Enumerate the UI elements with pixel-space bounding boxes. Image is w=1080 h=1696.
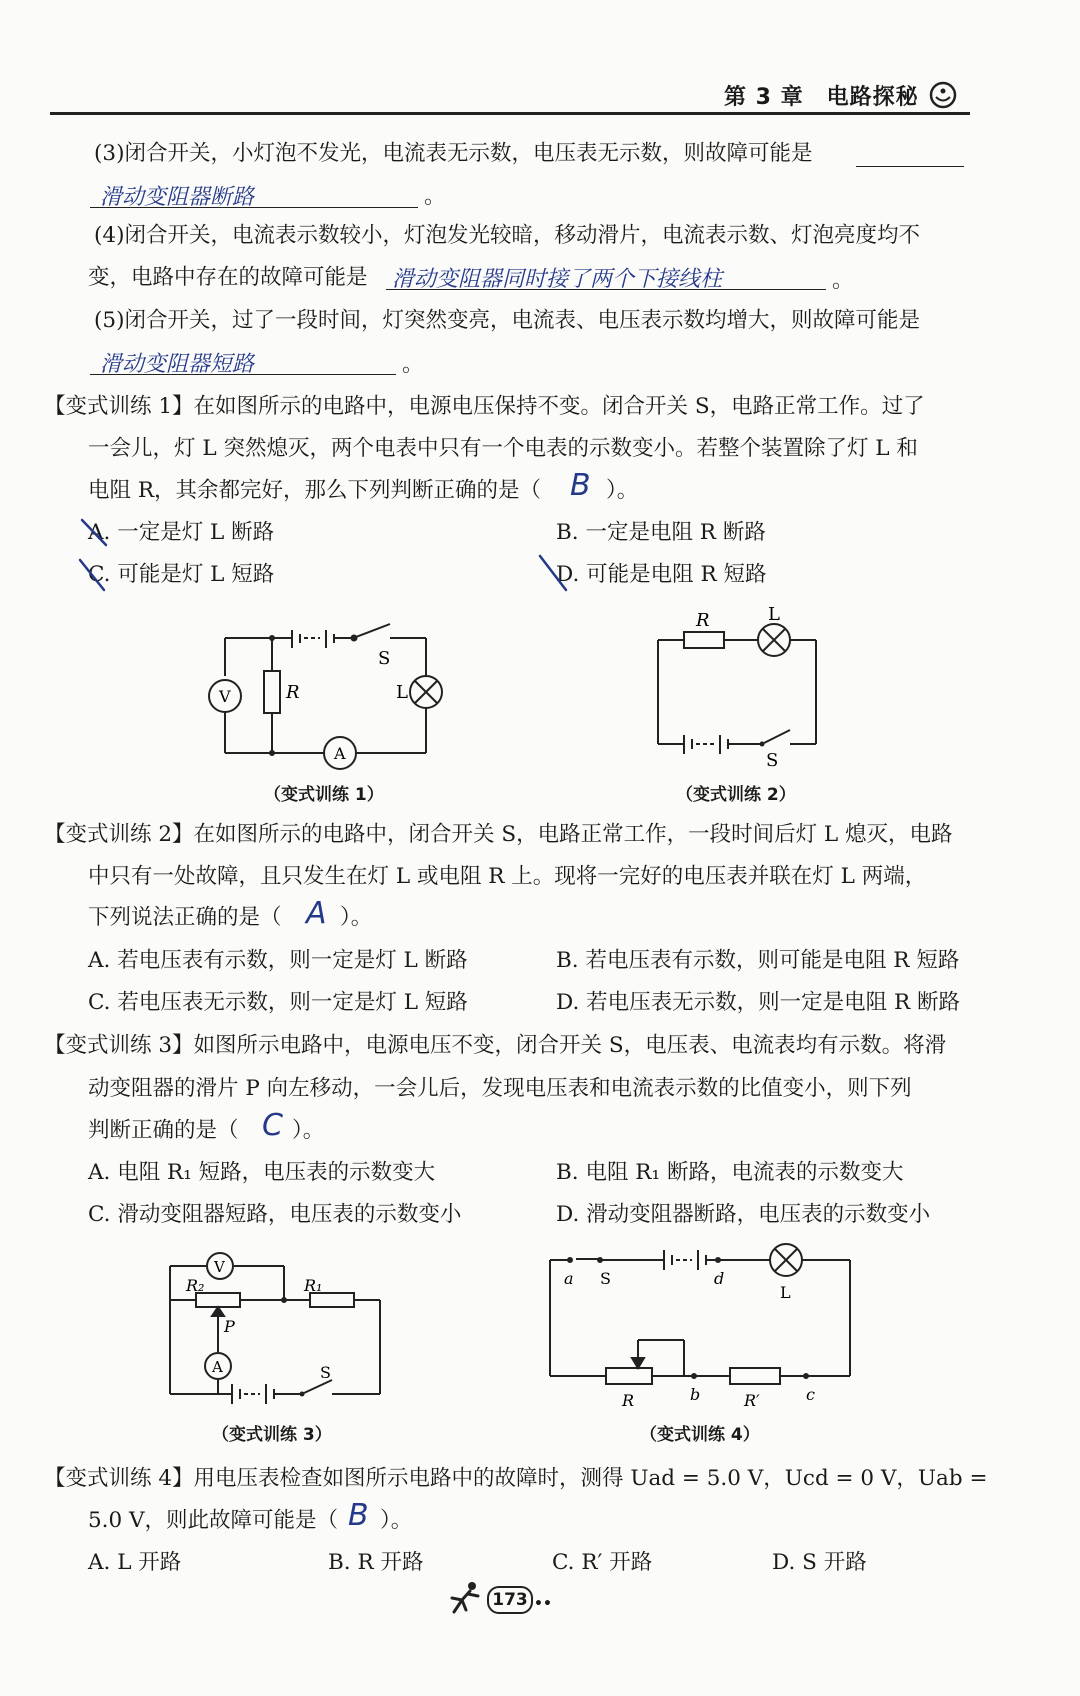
fig4-label-rp: R′ xyxy=(744,1391,760,1410)
ex3-option-c: C. 滑动变阻器短路，电压表的示数变小 xyxy=(88,1202,462,1227)
ex4-option-a: A. L 开路 xyxy=(88,1550,182,1575)
fig3-label-p: P xyxy=(224,1317,235,1336)
fig4-label-d: d xyxy=(714,1269,725,1288)
ex1-line2: 一会儿，灯 L 突然熄灭，两个电表中只有一个电表的示数变小。若整个装置除了灯 L 和 xyxy=(88,436,918,461)
fig1-caption: （变式训练 1） xyxy=(264,785,384,805)
q3-end: 。 xyxy=(424,184,446,209)
fig4-label-r: R xyxy=(622,1391,635,1410)
ex2-option-a: A. 若电压表有示数，则一定是灯 L 断路 xyxy=(88,948,468,973)
fig3-label-r1: R₁ xyxy=(304,1276,323,1295)
ex2-line3-pre: 下列说法正确的是（ xyxy=(88,905,282,930)
fig4-label-l: L xyxy=(780,1283,791,1302)
fig2-label-l: L xyxy=(768,604,780,625)
ex2-line1: 【变式训练 2】在如图所示的电路中，闭合开关 S，电路正常工作，一段时间后灯 L 熄灭，电路 xyxy=(44,822,953,847)
ex4-option-c: C. R′ 开路 xyxy=(552,1550,653,1575)
ex1-option-d: D. 可能是电阻 R 短路 xyxy=(556,562,767,587)
fig4-label-b: b xyxy=(690,1385,701,1404)
page-number-dots: •• xyxy=(534,1596,552,1612)
fig1-label-r: R xyxy=(286,682,300,703)
ex2-option-b: B. 若电压表有示数，则可能是电阻 R 短路 xyxy=(556,948,960,973)
ex2-answer: A xyxy=(306,896,327,931)
ex4-answer: B xyxy=(348,1498,369,1533)
chapter-title: 第 3 章 电路探秘 xyxy=(724,85,919,110)
ex3-line3-post: ）。 xyxy=(292,1118,325,1143)
fig3-label-a: A xyxy=(212,1358,223,1376)
q3-answer: 滑动变阻器断路 xyxy=(100,185,255,210)
page-number-badge xyxy=(487,1586,533,1614)
fig2-label-s: S xyxy=(766,750,779,771)
strike-marks xyxy=(0,0,1080,620)
ex1-option-a: A. 一定是灯 L 断路 xyxy=(88,520,275,545)
fig1-label-l: L xyxy=(396,682,408,703)
q4-answer: 滑动变阻器同时接了两个下接线柱 xyxy=(392,267,723,292)
ex3-option-d: D. 滑动变阻器断路，电压表的示数变小 xyxy=(556,1202,931,1227)
ex4-line2-pre: 5.0 V，则此故障可能是（ xyxy=(88,1508,339,1533)
runner-icon xyxy=(444,1580,484,1620)
q5-end: 。 xyxy=(402,352,424,377)
fig4-label-a: a xyxy=(564,1269,574,1288)
q5-answer: 滑动变阻器短路 xyxy=(100,352,255,377)
ex4-line1: 【变式训练 4】用电压表检查如图所示电路中的故障时，测得 Uad = 5.0 V，Ucd = 0 V，Uab = xyxy=(44,1466,988,1491)
ex1-line3-pre: 电阻 R，其余都完好，那么下列判断正确的是（ xyxy=(88,478,542,503)
strike-a xyxy=(82,520,106,545)
ex1-option-b: B. 一定是电阻 R 断路 xyxy=(556,520,766,545)
ex1-line1: 【变式训练 1】在如图所示的电路中，电源电压保持不变。闭合开关 S，电路正常工作。过了 xyxy=(44,394,925,419)
fig3-label-s: S xyxy=(320,1363,331,1382)
q5-text: (5)闭合开关，过了一段时间，灯突然变亮，电流表、电压表示数均增大，则故障可能是 xyxy=(94,308,920,333)
ex2-option-c: C. 若电压表无示数，则一定是灯 L 短路 xyxy=(88,990,468,1015)
ex3-line1: 【变式训练 3】如图所示电路中，电源电压不变，闭合开关 S，电压表、电流表均有示数。将滑 xyxy=(44,1033,947,1058)
fig4-label-s: S xyxy=(600,1269,611,1288)
ex4-option-b: B. R 开路 xyxy=(328,1550,424,1575)
ex3-option-b: B. 电阻 R₁ 断路，电流表的示数变大 xyxy=(556,1160,904,1185)
strike-d xyxy=(540,556,566,590)
ex2-option-d: D. 若电压表无示数，则一定是电阻 R 断路 xyxy=(556,990,960,1015)
ex1-answer: B xyxy=(570,468,591,503)
fig1-label-v: V xyxy=(219,687,231,706)
figure-ex1-circuit xyxy=(200,618,460,798)
ex3-option-a: A. 电阻 R₁ 短路，电压表的示数变大 xyxy=(88,1160,436,1185)
fig3-caption: （变式训练 3） xyxy=(212,1425,332,1445)
fig1-label-a: A xyxy=(334,744,346,763)
q4-end: 。 xyxy=(832,268,854,293)
ex3-line2: 动变阻器的滑片 P 向左移动，一会儿后，发现电压表和电流表示数的比值变小，则下列 xyxy=(88,1076,912,1101)
ex4-option-d: D. S 开路 xyxy=(772,1550,867,1575)
q4-line2: 变，电路中存在的故障可能是 xyxy=(88,265,368,290)
fig1-label-s: S xyxy=(378,648,391,669)
figure-ex4-circuit xyxy=(540,1240,860,1420)
q4-line1: (4)闭合开关，电流表示数较小，灯泡发光较暗，移动滑片，电流表示数、灯泡亮度均不 xyxy=(94,223,920,248)
q3-text: (3)闭合开关，小灯泡不发光，电流表无示数，电压表无示数，则故障可能是 xyxy=(94,141,813,166)
page-number: 173 xyxy=(492,1590,528,1610)
ex1-line3-post: ）。 xyxy=(606,478,639,503)
fig3-label-v: V xyxy=(214,1258,225,1276)
ex1-option-c: C. 可能是灯 L 短路 xyxy=(88,562,275,587)
fig4-caption: （变式训练 4） xyxy=(640,1425,760,1445)
figure-ex3-circuit xyxy=(160,1244,390,1424)
fig2-label-r: R xyxy=(696,610,710,631)
ex4-line2-post: ）。 xyxy=(380,1508,413,1533)
ex2-line3-post: ）。 xyxy=(340,905,373,930)
ex3-line3-pre: 判断正确的是（ xyxy=(88,1118,239,1143)
figure-ex2-circuit xyxy=(648,604,828,784)
ex3-answer: C xyxy=(262,1108,283,1143)
strike-c xyxy=(80,560,104,590)
fig4-label-c: c xyxy=(806,1385,815,1404)
fig2-caption: （变式训练 2） xyxy=(676,785,796,805)
fig3-label-r2: R₂ xyxy=(186,1276,205,1295)
ex2-line2: 中只有一处故障，且只发生在灯 L 或电阻 R 上。现将一完好的电压表并联在灯 L 两端， xyxy=(88,864,927,889)
